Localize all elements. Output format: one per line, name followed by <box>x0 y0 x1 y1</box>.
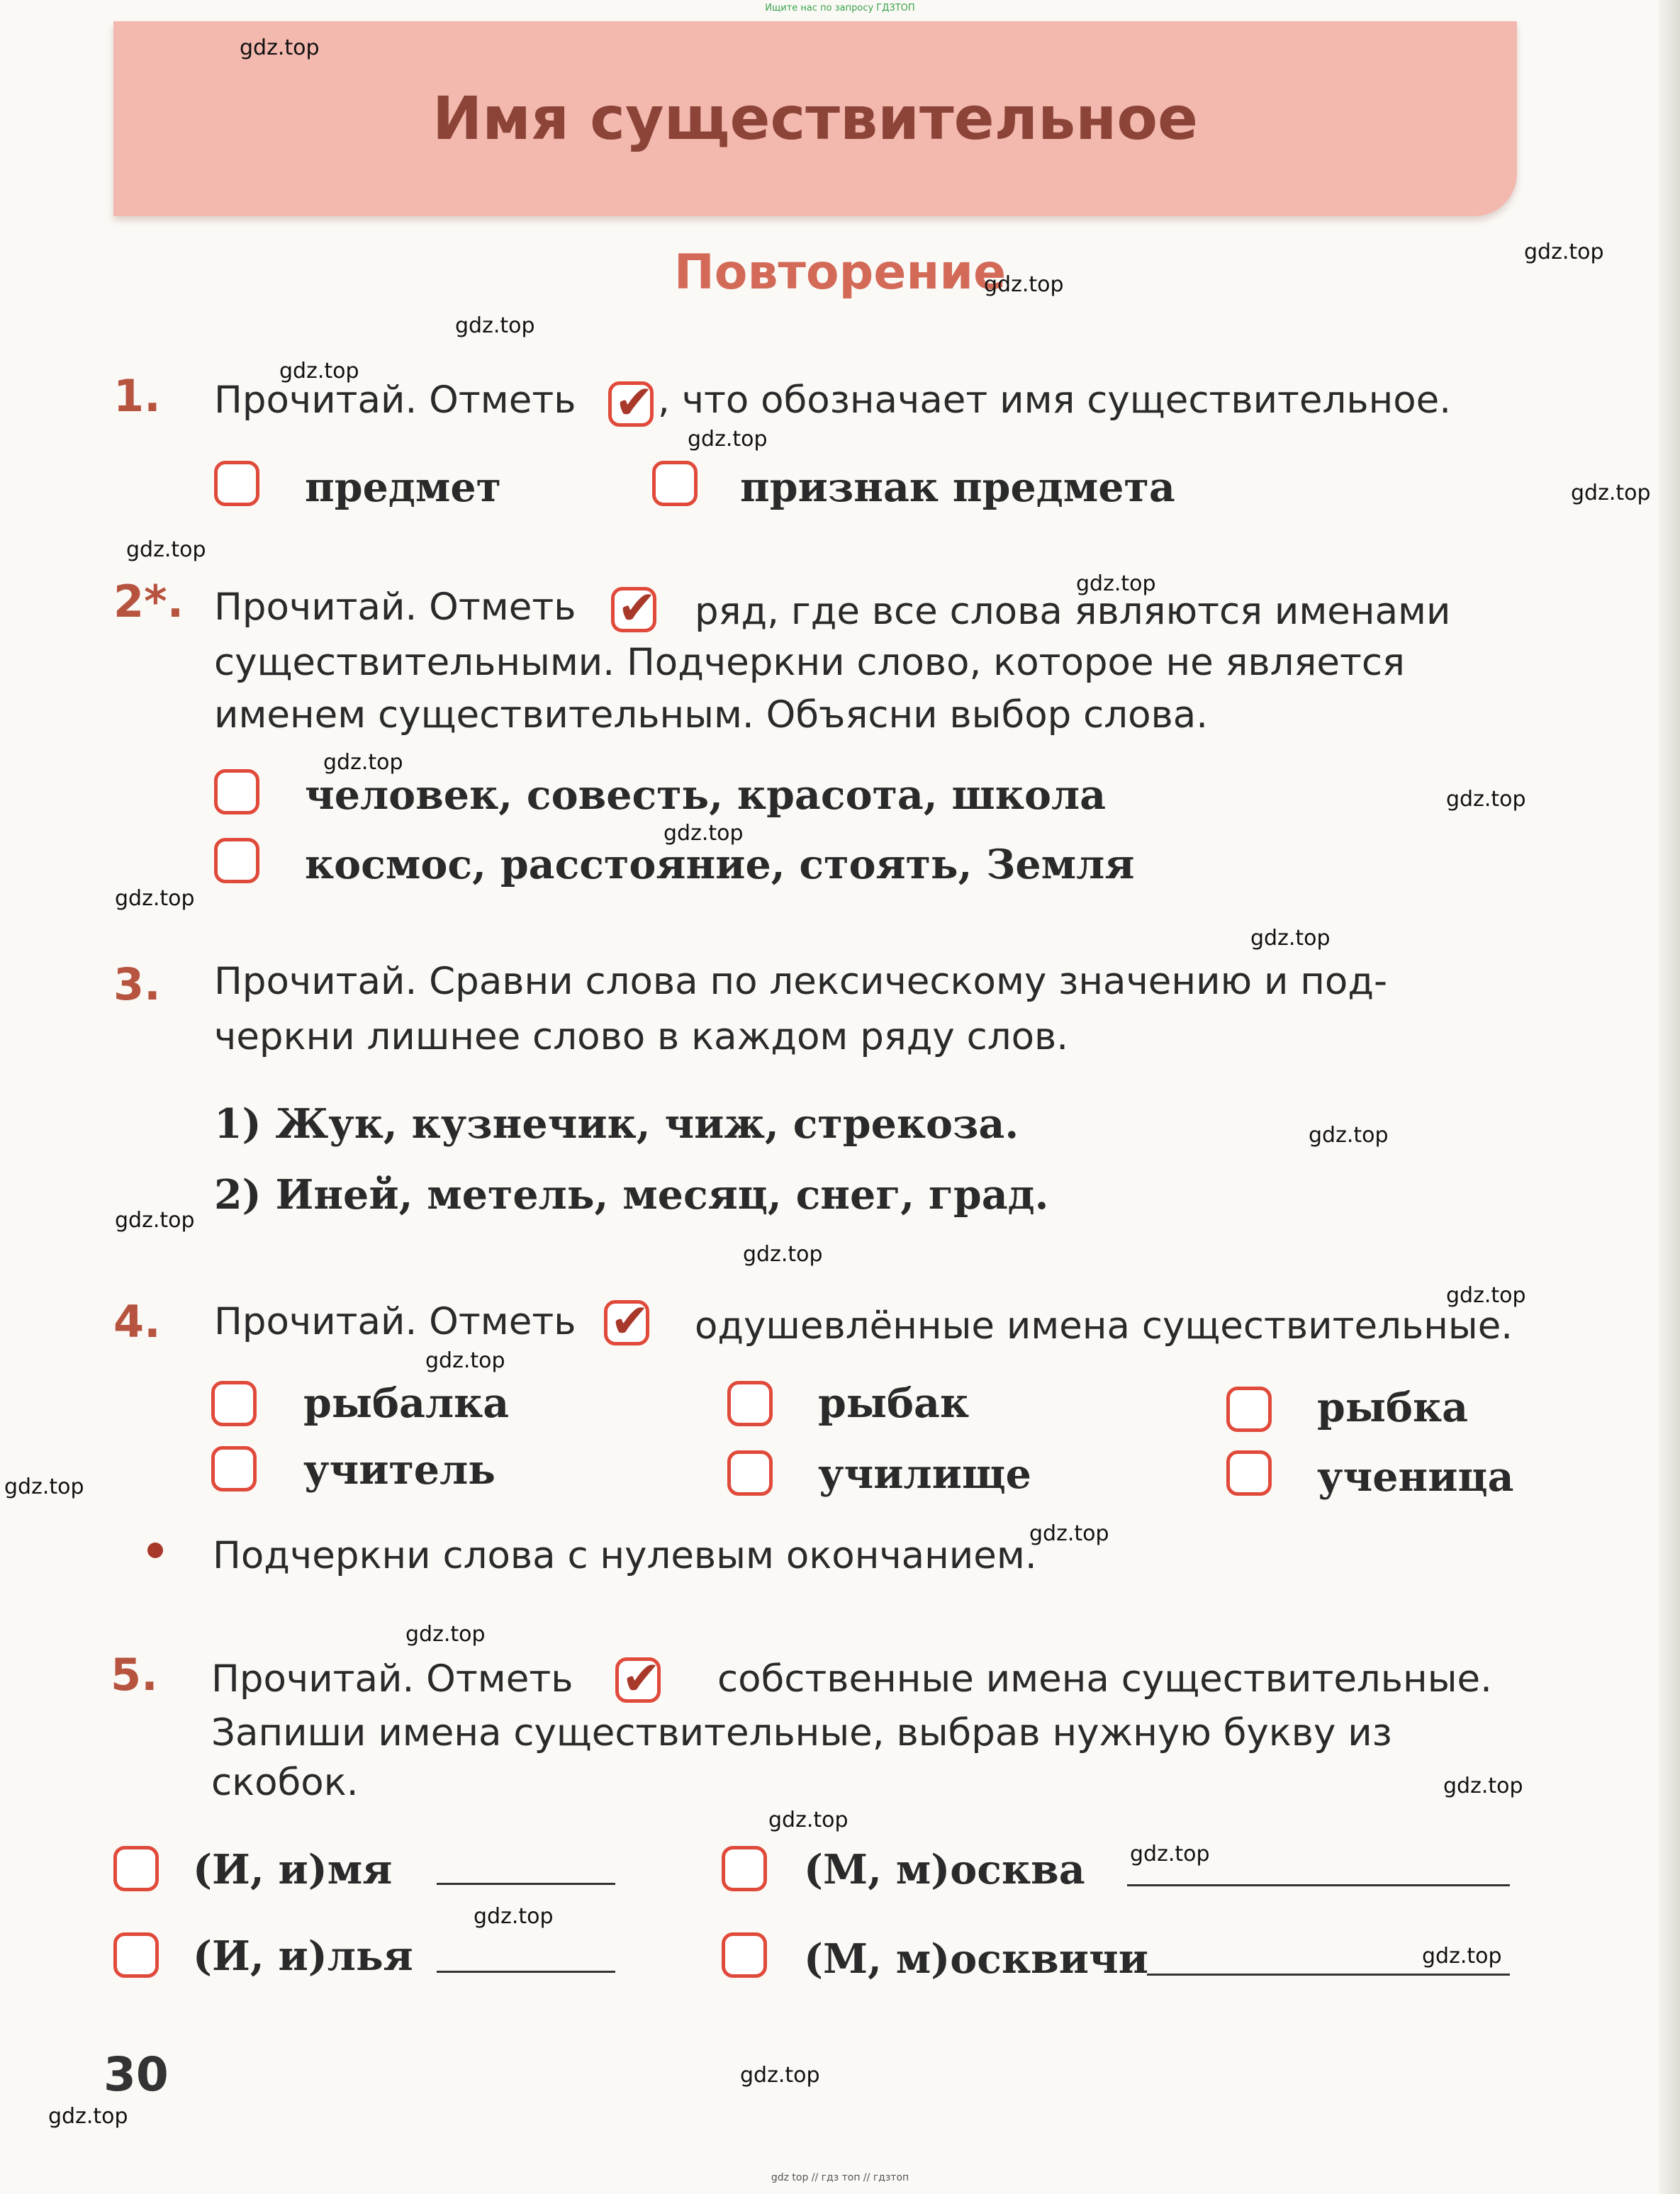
task-4-word-6-checkbox[interactable] <box>1226 1450 1272 1496</box>
watermark: gdz.top <box>4 1474 84 1499</box>
task-4-word-5-checkbox[interactable] <box>727 1450 773 1496</box>
watermark: gdz.top <box>663 821 744 846</box>
task-5-item-2: (М, м)осква <box>804 1846 1085 1893</box>
task-2-number: 2*. <box>113 576 184 627</box>
task-2-line-1b: ряд, где все слова являются именами <box>695 590 1451 633</box>
task-4-word-5: училище <box>818 1450 1031 1498</box>
task-5-item-4: (М, м)осквичи <box>804 1935 1149 1983</box>
watermark: gdz.top <box>126 537 206 562</box>
task-2-line-1a: Прочитай. Отметь <box>214 586 576 629</box>
watermark: gdz.top <box>279 359 359 384</box>
watermark: gdz.top <box>1309 1123 1389 1148</box>
watermark: gdz.top <box>474 1904 554 1929</box>
task-2-line-3: именем существительным. Объясни выбор слова. <box>214 693 1209 737</box>
task-2-option-2-checkbox[interactable] <box>214 838 259 883</box>
watermark: gdz.top <box>48 2104 128 2129</box>
task-4-word-6: ученица <box>1317 1453 1514 1501</box>
watermark: gdz.top <box>1076 571 1156 596</box>
task-5-line-1b: собственные имена существительные. <box>717 1657 1492 1701</box>
check-sample-icon <box>615 1657 661 1703</box>
check-sample-icon <box>604 1300 649 1345</box>
watermark: gdz.top <box>115 886 195 911</box>
task-1-number: 1. <box>113 370 161 422</box>
task-5-line-1a: Прочитай. Отметь <box>211 1657 573 1701</box>
watermark: gdz.top <box>1422 1944 1502 1969</box>
task-5-item-4-checkbox[interactable] <box>722 1932 767 1978</box>
task-2-option-2: космос, расстояние, стоять, Земля <box>305 841 1135 888</box>
task-5-item-3-answer-line[interactable] <box>437 1971 615 1973</box>
watermark: gdz.top <box>240 35 320 60</box>
task-2-option-1: человек, совесть, красота, школа <box>305 771 1107 819</box>
check-sample-icon <box>611 587 656 632</box>
watermark: gdz.top <box>1571 481 1651 505</box>
watermark: gdz.top <box>115 1208 195 1233</box>
page-number: 30 <box>103 2047 169 2102</box>
task-3-line-2: черкни лишнее слово в каждом ряду слов. <box>214 1015 1069 1058</box>
task-1-option-2-checkbox[interactable] <box>652 461 698 506</box>
top-note: Ищите нас по запросу ГДЗТОП <box>765 3 915 13</box>
watermark: gdz.top <box>768 1808 849 1832</box>
watermark: gdz.top <box>1130 1842 1210 1866</box>
watermark: gdz.top <box>1029 1521 1109 1546</box>
task-4-word-4: учитель <box>303 1446 495 1494</box>
watermark: gdz.top <box>1446 787 1526 812</box>
task-4-word-3: рыбка <box>1317 1384 1469 1431</box>
task-1-option-2: признак предмета <box>740 464 1175 511</box>
watermark: gdz.top <box>1524 240 1604 264</box>
task-5-item-2-checkbox[interactable] <box>722 1846 767 1891</box>
watermark: gdz.top <box>1443 1774 1523 1798</box>
task-5-item-1-answer-line[interactable] <box>437 1883 615 1885</box>
task-5-number: 5. <box>111 1649 158 1701</box>
task-1-text-after: , что обозначает имя существительное. <box>658 379 1452 422</box>
watermark: gdz.top <box>1446 1283 1526 1308</box>
bullet-icon <box>147 1543 163 1558</box>
task-5-item-2-answer-line[interactable] <box>1127 1884 1510 1886</box>
task-4-number: 4. <box>113 1296 161 1348</box>
watermark: gdz.top <box>405 1622 486 1647</box>
watermark: gdz.top <box>323 750 403 775</box>
task-4-bullet-text: Подчеркни слова с нулевым окончанием. <box>213 1534 1037 1577</box>
task-5-item-3: (И, и)лья <box>193 1932 413 1980</box>
watermark: gdz.top <box>743 1242 823 1267</box>
task-4-text: Прочитай. Отметь <box>214 1300 576 1343</box>
task-3-row-2: 2) Иней, метель, месяц, снег, град. <box>214 1171 1049 1219</box>
watermark: gdz.top <box>1250 926 1331 951</box>
task-3-row-1: 1) Жук, кузнечик, чиж, стрекоза. <box>214 1100 1019 1148</box>
section-subtitle: Повторение <box>673 245 1007 301</box>
task-4-word-1: рыбалка <box>303 1379 510 1427</box>
task-4-text-after: одушевлённые имена существительные. <box>695 1304 1513 1348</box>
page-edge-shadow <box>1659 0 1680 2194</box>
watermark: gdz.top <box>455 313 535 338</box>
task-2-option-1-checkbox[interactable] <box>214 769 259 815</box>
task-5-item-1-checkbox[interactable] <box>113 1846 159 1891</box>
watermark: gdz.top <box>425 1348 505 1373</box>
watermark: gdz.top <box>740 2063 820 2088</box>
task-5-line-2: Запиши имена существительные, выбрав нужную букву из <box>211 1711 1392 1754</box>
page-title: Имя существительное <box>432 84 1199 153</box>
task-4-word-3-checkbox[interactable] <box>1226 1387 1272 1432</box>
task-3-number: 3. <box>113 958 161 1010</box>
watermark: gdz.top <box>688 427 768 452</box>
task-5-line-3: скобок. <box>211 1761 359 1804</box>
task-5-item-4-answer-line[interactable] <box>1147 1974 1510 1976</box>
task-1-text: Прочитай. Отметь <box>214 379 576 422</box>
task-4-word-2: рыбак <box>818 1379 970 1427</box>
task-3-line-1: Прочитай. Сравни слова по лексическому значению и под- <box>214 960 1388 1003</box>
footer-text: gdz top // гдз топ // гдзтоп <box>771 2172 909 2183</box>
watermark: gdz.top <box>984 272 1064 297</box>
task-2-line-2: существительными. Подчеркни слово, которое не является <box>214 641 1405 684</box>
check-sample-icon <box>608 381 654 427</box>
task-4-word-2-checkbox[interactable] <box>727 1381 773 1426</box>
task-4-word-4-checkbox[interactable] <box>211 1446 257 1491</box>
task-1-option-1-checkbox[interactable] <box>214 461 259 506</box>
task-4-word-1-checkbox[interactable] <box>211 1381 257 1426</box>
task-5-item-3-checkbox[interactable] <box>113 1932 159 1978</box>
task-5-item-1: (И, и)мя <box>193 1846 393 1893</box>
task-1-option-1: предмет <box>305 464 501 511</box>
